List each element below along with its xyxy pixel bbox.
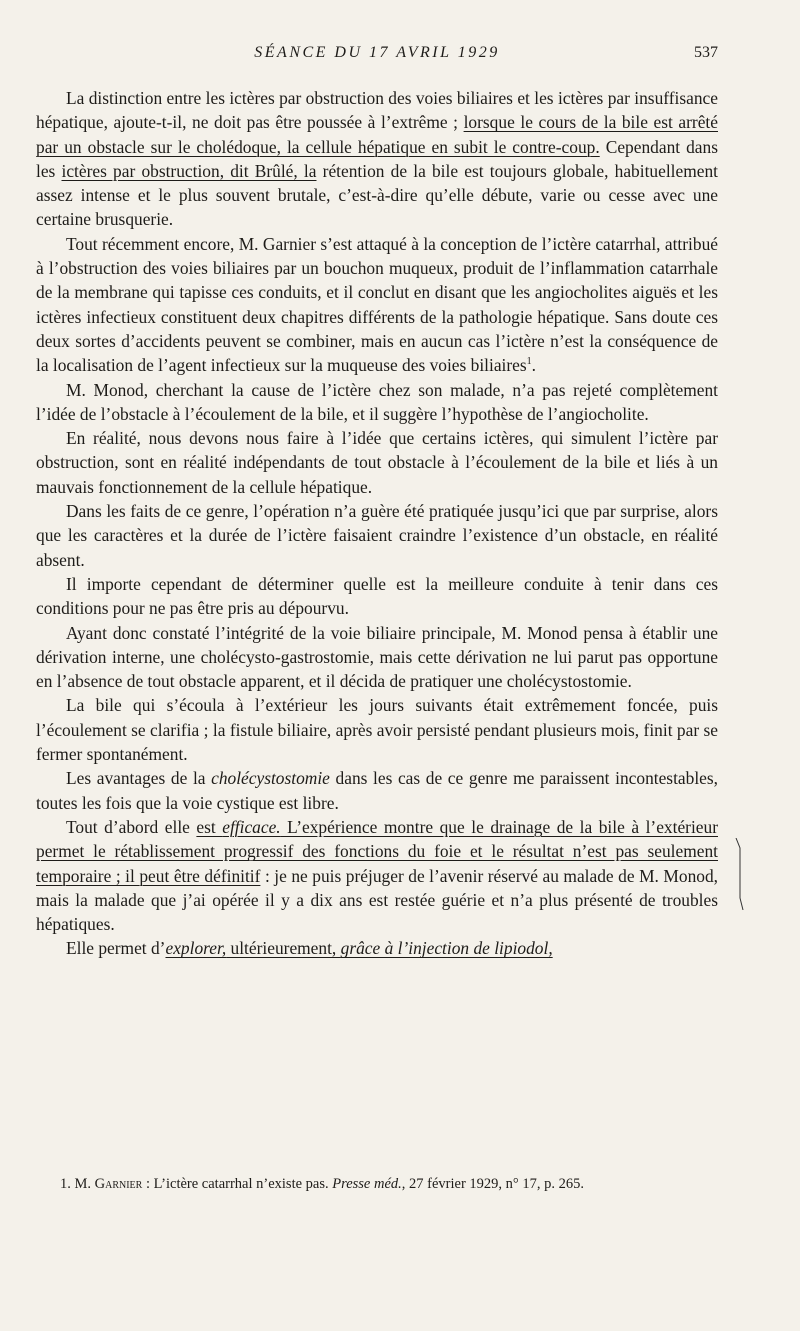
text-segment: Les avantages de la — [66, 768, 212, 789]
text-segment: explorer, — [165, 938, 227, 959]
text-segment: M. Monod, cherchant la cause de l’ictère chez son malade, n’a pas rejeté complètement l’idée de l’obstacle à l’écoulement de la bile, et il suggère l’hypothèse de l’angiocholite. — [36, 379, 718, 424]
text-segment: Tout récemment encore, M. Garnier s’est attaqué à la conception de l’ictère catarrhal, attribué à l’obstruction des voies biliaires par un bouchon muqueux, produit de l’inflammation catarrhale de la membrane qui tapisse ces conduits, et il conclut en disant que les angiocholites aiguës et les ictères infectieux constituent deux chapitres différents de la pathologie hépatique. Sans doute ces deux sortes d’accidents peuvent se combiner, mais en aucun cas l’ictère n’est la conséquence de la localisation de l’agent infectieux sur la muqueuse des voies biliaires — [36, 233, 718, 376]
body-text — [36, 86, 718, 961]
paragraph — [36, 232, 718, 378]
text-segment: Il importe cependant de déterminer quelle est la meilleure conduite à tenir dans ces conditions pour ne pas être pris au dépourvu. — [36, 573, 718, 619]
margin-pencil-mark — [734, 838, 744, 910]
text-segment: Tout d’abord elle — [66, 816, 197, 837]
text-segment: ictères par obstruction, dit Brûlé, la — [61, 160, 317, 181]
text-segment: lorsque le cours de la bile est arrêté par un obstacle sur le cholédoque, la cellule hépatique en subit le contre-coup. — [36, 112, 718, 157]
footnote-number: 1. — [60, 1176, 71, 1192]
footnote — [36, 1174, 718, 1195]
paragraph — [36, 693, 718, 766]
text-segment: . — [531, 355, 537, 376]
text-segment: En réalité, nous devons nous faire à l’idée que certains ictères, qui simulent l’ictère par obstruction, sont en réalité indépendants de tout obstacle à l’écoulement de la bile et liés à un mauvais fonctionnement de la cellule hépatique. — [36, 428, 718, 497]
page-number: 537 — [694, 44, 718, 61]
paragraph — [36, 766, 718, 815]
text-segment: L’expérience montre que le drainage de la bile à l’extérieur permet le rétablissement progressif des fonctions du foie et le résultat n’est pas seulement temporaire ; il peut être définitif — [36, 816, 718, 886]
text-segment: Elle permet d’ — [66, 938, 166, 959]
header-title: SÉANCE DU 17 AVRIL 1929 — [254, 44, 500, 61]
paragraph — [36, 936, 718, 960]
text-segment: : je ne puis préjuger de l’avenir réservé au malade de M. Monod, mais la malade que j’ai opérée il y a dix ans est restée guérie et n’a plus présenté de troubles hépatiques. — [36, 865, 718, 935]
paragraph — [36, 499, 718, 572]
footnote-author: M. Garnier — [74, 1176, 143, 1192]
text-segment: dans les cas de ce genre me paraissent incontestables, toutes les fois que la voie cystique est libre. — [36, 768, 718, 813]
text-segment: ultérieurement, — [226, 938, 341, 959]
paragraph — [36, 86, 718, 232]
footnote-ref: 1 — [526, 356, 532, 368]
paragraph — [36, 426, 718, 499]
paragraph — [36, 378, 718, 427]
paragraph — [36, 815, 718, 936]
text-segment: efficace. — [222, 816, 281, 837]
text-segment: La bile qui s’écoula à l’extérieur les jours suivants était extrêmement foncée, puis l’écoulement se clarifia ; la fistule biliaire, après avoir persisté pendant plusieurs mois, finit par se fermer spontanément. — [36, 695, 718, 765]
running-header — [36, 44, 718, 70]
text-segment: Dans les faits de ce genre, l’opération n’a guère été pratiquée jusqu’ici que par surprise, alors que les caractères et la durée de l’ictère faisaient craindre l’existence d’un obstacle, en réalité absent. — [36, 501, 718, 570]
text-segment: rétention de la bile est toujours globale, habituellement assez intense et le plus souvent brutale, c’est-à-dire qu’elle débute, varie ou cesse avec une certaine brusquerie. — [36, 160, 718, 230]
footnote-journal: Presse méd. — [332, 1176, 402, 1192]
paragraph — [36, 572, 718, 621]
footnote-text-before: : L’ictère catarrhal n’existe pas. — [142, 1176, 333, 1192]
footnote-text-after: , 27 février 1929, n° 17, p. 265. — [401, 1176, 584, 1192]
text-segment: est — [196, 816, 223, 837]
text-segment: Cependant dans les — [36, 136, 718, 181]
paragraph — [36, 621, 718, 694]
text-segment: La distinction entre les ictères par obstruction des voies biliaires et les ictères par insuffisance hépatique, ajoute-t-il, ne doit pas être poussée à l’extrême ; — [36, 88, 718, 133]
text-segment: grâce à l’injection de lipiodol, — [340, 938, 553, 959]
text-segment: Ayant donc constaté l’intégrité de la voie biliaire principale, M. Monod pensa à établir une dérivation interne, une cholécysto-gastrostomie, mais cette dérivation ne lui parut pas opportune en l’absence de tout obstacle apparent, et il décida de pratiquer une cholécystostomie. — [36, 622, 718, 692]
text-segment: cholécystostomie — [211, 768, 330, 789]
